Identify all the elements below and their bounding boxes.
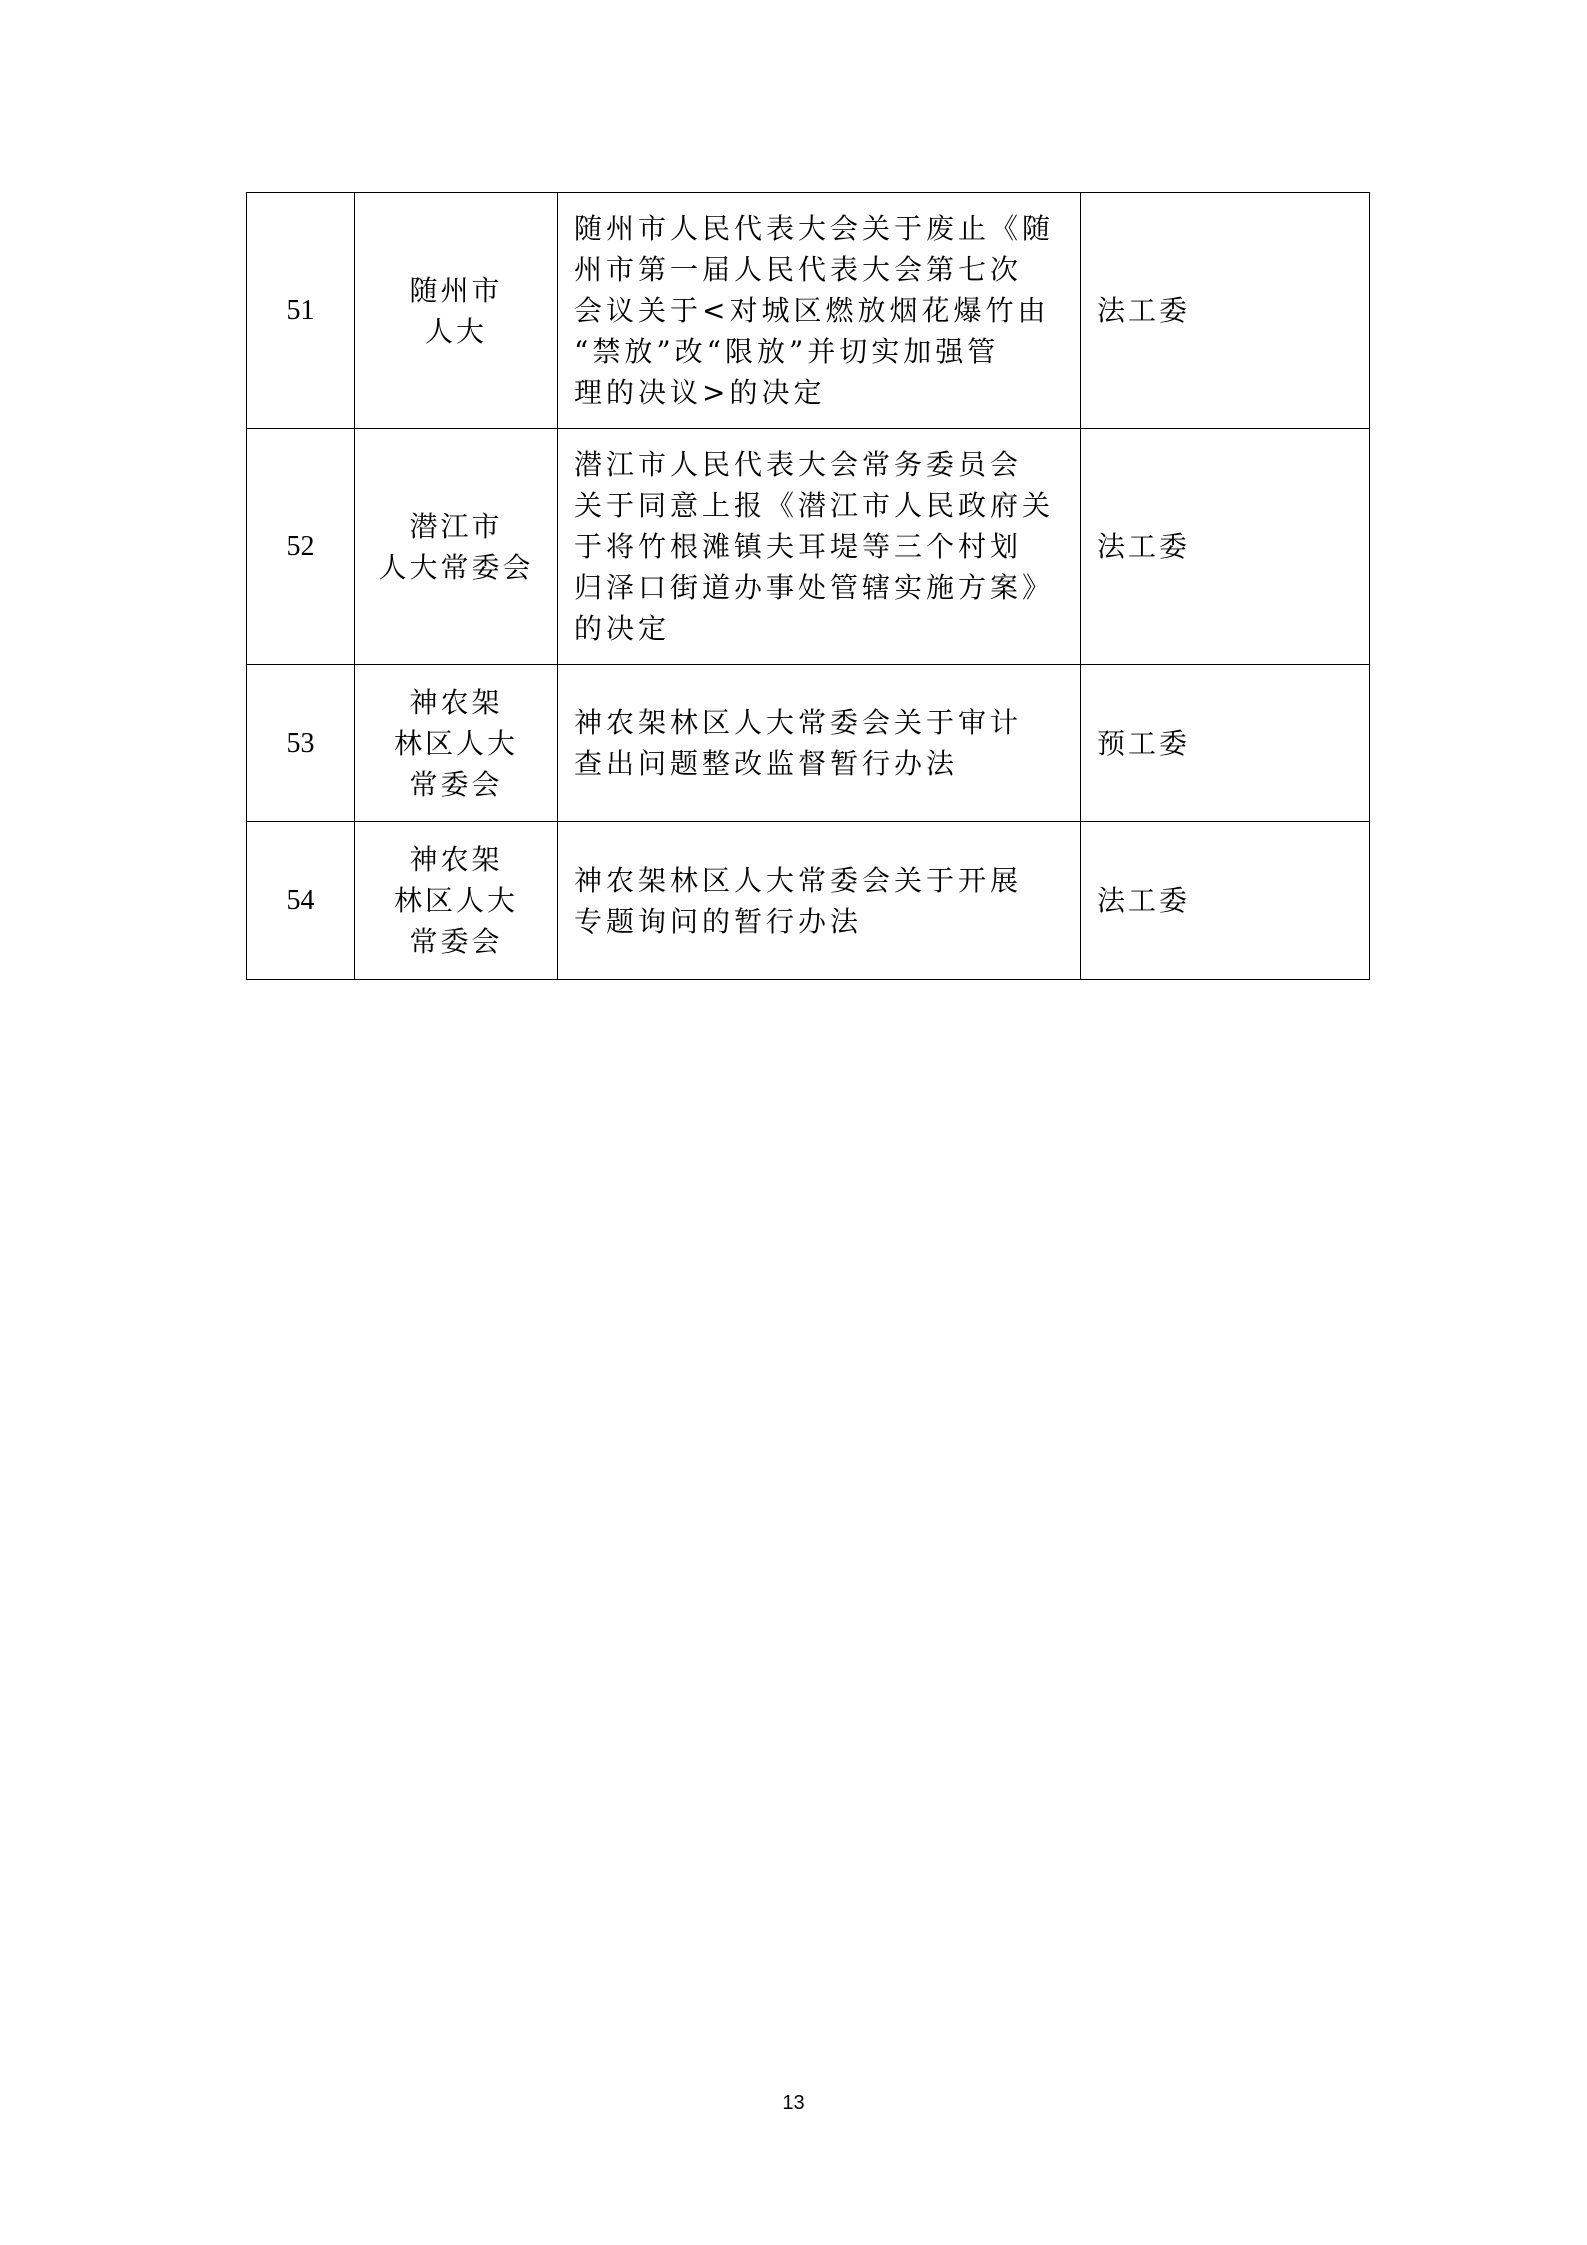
- document-title-line: 的决定: [574, 612, 671, 645]
- document-title-line: 会议关于<对城区燃放烟花爆竹由: [574, 294, 1050, 327]
- document-title: [558, 429, 1081, 665]
- issuing-body: [355, 193, 558, 429]
- document-title-line: 神农架林区人大常委会关于审计: [574, 706, 1023, 739]
- issuing-body: [355, 665, 558, 822]
- issuing-body-line: 潜江市: [409, 509, 503, 543]
- table-row: [247, 429, 1370, 665]
- table-row: [247, 193, 1370, 429]
- issuing-body-line: 神农架: [409, 685, 503, 719]
- row-number: 51: [247, 193, 355, 429]
- row-number: 52: [247, 429, 355, 665]
- document-title-line: 神农架林区人大常委会关于开展: [574, 863, 1023, 897]
- issuing-body-line: 林区人大: [393, 726, 518, 760]
- issuing-body-line: 林区人大: [393, 884, 518, 917]
- document-title: [558, 665, 1081, 822]
- document-title-line: 查出问题整改监督暂行办法: [574, 747, 959, 780]
- row-number: 53: [247, 665, 355, 822]
- responsible-committee: 法工委: [1081, 193, 1370, 429]
- issuing-body-line: 常委会: [409, 767, 503, 801]
- row-number: 54: [247, 822, 355, 980]
- document-title: [558, 193, 1081, 429]
- document-title-line: “禁放”改“限放”并切实加强管: [574, 335, 1000, 368]
- issuing-body-line: 人大: [424, 314, 487, 348]
- page-number: 13: [782, 2092, 805, 2114]
- document-title-line: 归泽口街道办事处管辖实施方案》: [574, 571, 1055, 604]
- document-title-line: 专题询问的暂行办法: [574, 904, 863, 938]
- document-table: [246, 192, 1370, 980]
- issuing-body: [355, 822, 558, 980]
- document-title-line: 潜江市人民代表大会常务委员会: [574, 448, 1023, 481]
- document-title-line: 关于同意上报《潜江市人民政府关: [574, 489, 1055, 522]
- document-title-line: 随州市人民代表大会关于废止《随: [574, 212, 1055, 245]
- issuing-body-line: 人大常委会: [378, 550, 534, 584]
- issuing-body: [355, 429, 558, 665]
- document-title: [558, 822, 1081, 980]
- responsible-committee: 法工委: [1081, 429, 1370, 665]
- table-row: [247, 665, 1370, 822]
- issuing-body-line: 神农架: [409, 843, 503, 876]
- document-title-line: 理的决议>的决定: [574, 376, 826, 409]
- table-row: [247, 822, 1370, 980]
- issuing-body-line: 随州市: [409, 273, 503, 307]
- responsible-committee: 法工委: [1081, 822, 1370, 980]
- document-title-line: 州市第一届人民代表大会第七次: [574, 253, 1023, 286]
- document-title-line: 于将竹根滩镇夫耳堤等三个村划: [574, 530, 1023, 563]
- issuing-body-line: 常委会: [409, 925, 503, 958]
- responsible-committee: 预工委: [1081, 665, 1370, 822]
